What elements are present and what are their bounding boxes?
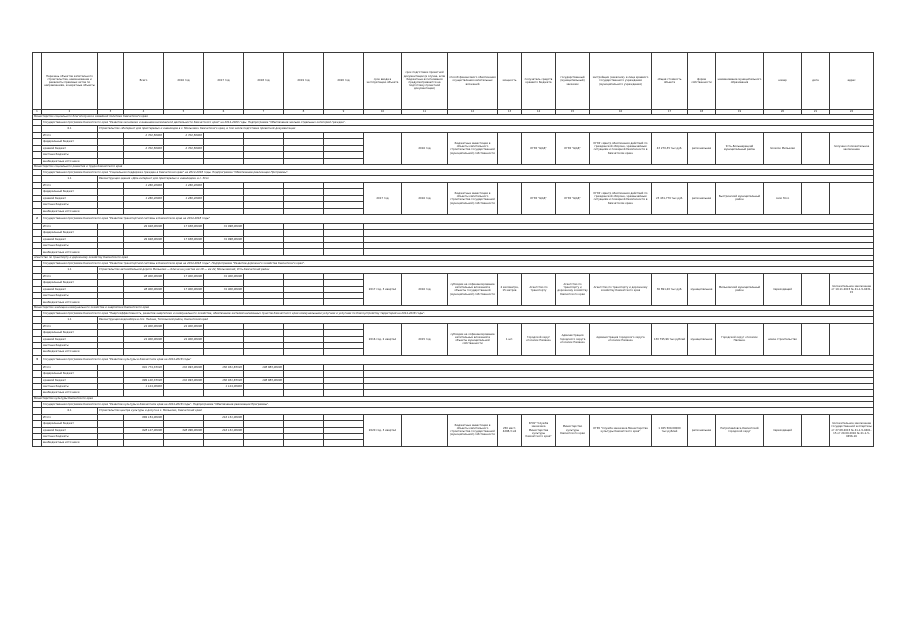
header-cell: общая стоимость объекта (652, 53, 688, 110)
budget-spacer (98, 440, 124, 446)
budget-source: местные бюджеты (42, 152, 98, 158)
attribute-col16: Администрация городского округа «поселок Палана» (590, 323, 652, 355)
row-marker (33, 266, 42, 273)
attribute-col18: региональная (688, 414, 716, 446)
responsible-body-row-text: Министерство жилищно-коммунального хозяйства и энергетики Камчатского края (33, 305, 874, 310)
financing-value (164, 440, 204, 446)
financing-value: 31 000,00000 (204, 286, 244, 292)
header-cell: способ финансового обеспечения осуществления капитальных вложений (448, 53, 498, 110)
attribute-col10 (364, 133, 402, 165)
attribute-col22: положительное заключение от 19.11.2015 № 41-1-5-0431-15 (830, 273, 874, 305)
attribute-col14: КГКУ "Служба заказчика Министерства культуры Камчатского края" (522, 414, 556, 446)
attribute-col13: 4 километра, 15 метров (498, 273, 522, 305)
financing-value (324, 440, 364, 446)
header-cell: Перечень объектов капитального строительства, наименование и реквизиты правовых актов по направлениям, конкретные объекты (42, 53, 98, 110)
column-number: 22 (830, 110, 874, 115)
financing-value: 24 000,00000 (124, 323, 164, 329)
budget-source: Итого (42, 364, 98, 370)
budget-source: внебюджетные источники (42, 440, 98, 446)
table-header-row (33, 53, 874, 110)
attribute-col12: субсидии на софинансирование капитальных вложений в объекты муниципальной собственности (448, 323, 498, 355)
attribute-col15: Агентство по транспорту и дорожному хозяйству Камчатского края (556, 273, 590, 305)
financing-value: 1 260,20000 (124, 182, 164, 188)
column-number: 6 (204, 110, 244, 115)
object-name: Строительство «Интернат для престарелых и инвалидов в с. Мильково» Камчатского края, в том числе подготовка проектной документации (98, 126, 874, 133)
financing-value: 24 000,00000 (164, 336, 204, 342)
program-number: 3 (33, 355, 42, 364)
attribute-col14: КГКУ "ЦОД" (522, 182, 556, 214)
program-row-text: Государственная программа Камчатского края "Энергоэффективность, развитие энергетики и коммунального хозяйства, обеспечение жителей населенных пунктов Камчатского края коммунальными услугами и услугами по благоустройству территорий на 2014-2018 годы". (42, 310, 874, 316)
object-name: Реконструкция здания «Дом-интернат для престарелых и инвалидов» в с. Эссо (98, 175, 874, 182)
financing-value: 216 131,00000 (204, 427, 244, 433)
column-number: 11 (402, 110, 448, 115)
header-cell: государственный (муниципальный) заказчик (556, 53, 590, 110)
program-title: Государственная программа Камчатского края "Развитие транспортной системы в Камчатском крае на 2014-2018 годы" (42, 214, 874, 223)
financing-value (284, 440, 324, 446)
financing-value: 2 702,50000 (124, 145, 164, 151)
attribute-col10: 2020 год, 3 квартал (364, 414, 402, 446)
attribute-col18: региональная (688, 133, 716, 165)
attribute-col19: Петропавловск-Камчатский городской округ (716, 414, 764, 446)
header-cell: дата (802, 53, 830, 110)
header-cell (33, 53, 42, 110)
financing-value: 24 000,00000 (164, 323, 204, 329)
attribute-col16: КГКУ "Служба заказчика Министерства культуры Камчатского края" (590, 414, 652, 446)
attribute-col13 (498, 133, 522, 165)
attribute-col20: переходящий (764, 273, 802, 305)
budget-source: краевой бюджет (42, 145, 98, 151)
attribute-col16: Агентство по транспорту и дорожному хозяйству Камчатского края (590, 273, 652, 305)
responsible-body-row-text: Агентство по транспорту и дорожному хозяйству Камчатского края (33, 255, 874, 260)
budget-source: внебюджетные источники (42, 390, 98, 396)
header-cell: 2016 год (164, 53, 204, 110)
attribute-col11 (402, 414, 448, 446)
header-cell: адрес (830, 53, 874, 110)
header-cell: 2018 год (244, 53, 284, 110)
budget-source: Итого (42, 223, 98, 229)
header-cell: 2019 год (284, 53, 324, 110)
financing-value: 49 648,00000 (124, 223, 164, 229)
attribute-col17: 1 025 500,00000 тыс.рублей (652, 414, 688, 446)
financing-value (124, 440, 164, 446)
budget-source: Итого (42, 133, 98, 139)
attribute-col10: 2017 год, 3 квартал (364, 273, 402, 305)
responsible-body-row-text: Министерство социального развития и труда Камчатского края (33, 164, 874, 169)
budget-source: местные бюджеты (42, 202, 98, 208)
financing-value: 48 000,00000 (124, 286, 164, 292)
attribute-col13: 250 мест, 4298,3 м2 (498, 414, 522, 446)
header-cell: срок ввода в эксплуатацию объекта (364, 53, 402, 110)
financing-value: 31 998,00000 (204, 223, 244, 229)
attribute-col19: Усть-Большерецкий муниципальный район (716, 133, 764, 165)
capital-investments-table (32, 52, 874, 447)
object-row (33, 175, 874, 182)
financing-value: 132 993,00000 (164, 377, 204, 383)
budget-source: внебюджетные источники (42, 349, 98, 355)
financing-value: 1 260,20000 (124, 195, 164, 201)
budget-source: федеральный бюджет (42, 189, 98, 195)
header-cell: 2017 год (204, 53, 244, 110)
column-number: 18 (688, 110, 716, 115)
budget-source: местные бюджеты (42, 433, 98, 439)
attribute-col21 (802, 133, 830, 165)
budget-source: краевой бюджет (42, 236, 98, 242)
financing-value: 49 648,00000 (124, 236, 164, 242)
financing-value: 2 702,50000 (164, 145, 204, 151)
object-name: Реконструкция водозабора в пос. Палана, Тигильский район, Камчатский край (98, 316, 874, 323)
state-program-row (33, 214, 874, 223)
financing-value: 1 260,20000 (164, 195, 204, 201)
attribute-col15: Администрация городского округа «поселок Палана» (556, 323, 590, 355)
budget-source: местные бюджеты (42, 383, 98, 389)
object-row (33, 407, 874, 414)
header-cell: срок подготовки проектной документации (в случае, если бюджетные ассигнования предусматриваются на подготовку проектной документации) (402, 53, 448, 110)
attribute-col14: Городской округ «поселок Палана» (522, 323, 556, 355)
financing-value: 628 127,00000 (124, 427, 164, 433)
column-number: 8 (284, 110, 324, 115)
budget-source: федеральный бюджет (42, 280, 98, 286)
financing-value: 108 883,00000 (244, 364, 284, 370)
attribute-col12: бюджетные инвестиции в объекты капитального строительства государственной (муниципальной) собственности (448, 133, 498, 165)
attribute-col17: 130 795,96 тыс.рублей (652, 323, 688, 355)
column-number: 2 (42, 110, 98, 115)
financing-value: 1 124,00000 (124, 383, 164, 389)
object-number: 6.1 (42, 126, 98, 133)
responsible-body-row-text: Министерство культуры Камчатского края (33, 396, 874, 401)
attribute-col16: КГКУ «Центр обеспечения действий по гражданской обороне, чрезвычайным ситуациям и пожарной безопасности в Камчатском крае» (590, 182, 652, 214)
attribute-col17: 43 270,35 тыс.руб. (652, 133, 688, 165)
object-name: Строительство центра культуры и досуга в с. Мильково, Камчатский край (98, 407, 874, 414)
financing-value: 2 702,50000 (164, 133, 204, 139)
financing-value: 48 000,00000 (124, 273, 164, 279)
budget-source: Итого (42, 414, 98, 420)
budget-table-sheet (32, 52, 872, 592)
column-number: 7 (244, 110, 284, 115)
budget-source: местные бюджеты (42, 243, 98, 249)
attribute-col10: 2017 год (364, 182, 402, 214)
budget-source: местные бюджеты (42, 293, 98, 299)
attribute-col17: 36 891,20 тыс.руб. (652, 273, 688, 305)
row-marker (33, 175, 42, 182)
attribute-col12: бюджетные инвестиции в объекты капитального строительства государственной (муниципальной) собственности (448, 414, 498, 446)
budget-source: внебюджетные источники (42, 299, 98, 305)
attribute-col10: 2016 год, 2 квартал (364, 323, 402, 355)
attribute-col13: 1 шт. (498, 323, 522, 355)
object-number: 1.1 (42, 175, 98, 182)
column-number: 21 (802, 110, 830, 115)
attribute-col15: КГКУ "ЦОД" (556, 133, 590, 165)
attribute-col20: новое строительство (764, 323, 802, 355)
row-marker (33, 316, 42, 323)
financing-value: 669 154,00000 (124, 414, 164, 420)
row-marker (33, 126, 42, 133)
financing-value: 31 998,00000 (204, 236, 244, 242)
column-number: 14 (522, 110, 556, 115)
budget-source: местные бюджеты (42, 342, 98, 348)
budget-source: Итого (42, 273, 98, 279)
budget-source: внебюджетные источники (42, 208, 98, 214)
budget-source: краевой бюджет (42, 195, 98, 201)
budget-source: краевой бюджет (42, 336, 98, 342)
attribute-col21 (802, 182, 830, 214)
header-cell: номер (764, 53, 802, 110)
header-cell: Всего (124, 53, 164, 110)
column-number: 19 (716, 110, 764, 115)
financing-value (244, 440, 284, 446)
object-row (33, 316, 874, 323)
financing-value: 108 883,00000 (244, 377, 284, 383)
financing-value (204, 440, 244, 446)
budget-source: федеральный бюджет (42, 330, 98, 336)
column-number: 15 (556, 110, 590, 115)
budget-source: федеральный бюджет (42, 421, 98, 427)
attribute-col14: Агентство по транспорту (522, 273, 556, 305)
attribute-col22: получено положительное заключение (830, 133, 874, 165)
budget-source: Итого (42, 323, 98, 329)
column-number: 10 (364, 110, 402, 115)
state-program-row (33, 355, 874, 364)
header-cell: наименование муниципального образования (716, 53, 764, 110)
attribute-col19: Мильковский муниципальный район (716, 273, 764, 305)
header-cell (98, 53, 124, 110)
financing-value: 348 099,00000 (164, 427, 204, 433)
column-number: 3 (98, 110, 124, 115)
attribute-col20: село Эссо (764, 182, 802, 214)
object-number: 1.1 (42, 266, 98, 273)
attribute-col18: региональная (688, 182, 716, 214)
attribute-col22: положительное заключение государственной экспертизы от 27.08.2015 № 41-1-5-0401-15 от 20.09.2016 № 41-1-5-0456-16 (830, 414, 874, 446)
attribute-col22 (830, 323, 874, 355)
budget-source: внебюджетные источники (42, 249, 98, 255)
attribute-col22 (830, 182, 874, 214)
attribute-col11: 2015 год (402, 323, 448, 355)
budget-source: Итого (42, 182, 98, 188)
program-number: 2 (33, 214, 42, 223)
attribute-col20: переходящий (764, 414, 802, 446)
column-number: 12 (448, 110, 498, 115)
attribute-col18: муниципальная (688, 273, 716, 305)
attribute-col12: бюджетные инвестиции в объекты капитального строительства государственной (муниципальной) собственности (448, 182, 498, 214)
column-number: 4 (124, 110, 164, 115)
budget-source: краевой бюджет (42, 427, 98, 433)
header-cell: застройщик (заказчик), в лице краевого государственного учреждения (муниципального учреждения) (590, 53, 652, 110)
budget-source: федеральный бюджет (42, 371, 98, 377)
column-number: 16 (590, 110, 652, 115)
program-title: Государственная программа Камчатского края "Развитие культуры в Камчатском крае на 2014-2018 годы" (42, 355, 874, 364)
attribute-col21 (802, 273, 830, 305)
header-cell: форма собственности (688, 53, 716, 110)
financing-value: 150 931,83320 (204, 377, 244, 383)
header-cell: получатель средств краевого бюджета (522, 53, 556, 110)
program-row-text: Государственная программа Камчатского края "Развитие культуры в Камчатском крае на 2014-2018 годы". Подпрограмма "Обеспечение реализации Программы". (42, 401, 874, 407)
attribute-col15: КГКУ "ЦОД" (556, 182, 590, 214)
attribute-col11: 2016 год (402, 182, 448, 214)
row-marker (33, 407, 42, 414)
financing-value: 24 000,00000 (124, 336, 164, 342)
financing-value: 150 931,83320 (204, 364, 244, 370)
object-name: Строительство автомобильной дороги Мильково — Ключи на участке км 18 — км 22, Мильковский, Усть-Камчатский район (98, 266, 874, 273)
financing-value: 17 000,00000 (164, 273, 204, 279)
header-cell: мощность (498, 53, 522, 110)
program-row-text: Государственная программа Камчатского края "Развитие транспортной системы в Камчатском крае на 2014-2018 годы". Подпрограмма "Развитие дорожного хозяйства Камчатского края". (42, 260, 874, 266)
budget-source: федеральный бюджет (42, 139, 98, 145)
responsible-body-row-text: Министерство социального благополучия и семейной политики Камчатского края (33, 115, 874, 120)
financing-value: 1 124,00000 (204, 383, 244, 389)
financing-value: 901 774,33320 (124, 364, 164, 370)
object-row (33, 266, 874, 273)
column-number: 20 (764, 110, 802, 115)
budget-source: федеральный бюджет (42, 230, 98, 236)
financing-value: 132 993,00000 (164, 364, 204, 370)
attribute-col19: Быстринский муниципальный район (716, 182, 764, 214)
financing-value: 1 260,20000 (164, 182, 204, 188)
program-row-text: Государственная программа Камчатского края "Социальная поддержка граждан в Камчатском крае" на 2014-2018 годы. Подпрограмма "Обеспечение реализации Программы". (42, 169, 874, 175)
header-cell: 2020 год (324, 53, 364, 110)
financing-value: 699 120,33320 (124, 377, 164, 383)
attribute-col16: КГКУ «Центр обеспечения действий по гражданской обороне, чрезвычайным ситуациям и пожарной безопасности в Камчатском крае» (590, 133, 652, 165)
attribute-col21 (802, 414, 830, 446)
object-row (33, 126, 874, 133)
financing-value: 17 638,00000 (164, 236, 204, 242)
object-number: 6.1 (42, 407, 98, 414)
attribute-col21 (802, 323, 830, 355)
attribute-col20: поселок Мильково (764, 133, 802, 165)
financing-value: 216 131,00000 (204, 414, 244, 420)
attribute-col14: КГКУ "ЦОД" (522, 133, 556, 165)
financing-value: 31 000,00000 (204, 273, 244, 279)
object-number: 1.1 (42, 316, 98, 323)
financing-value: 2 702,50000 (124, 133, 164, 139)
row-marker (33, 440, 42, 446)
column-number: 9 (324, 110, 364, 115)
attribute-col11: 2016 год (402, 273, 448, 305)
attribute-col19: Городской округ «поселок Палана» (716, 323, 764, 355)
budget-source: внебюджетные источники (42, 158, 98, 164)
financing-value: 17 638,00000 (164, 223, 204, 229)
attribute-col18: муниципальная (688, 323, 716, 355)
budget-source: краевой бюджет (42, 377, 98, 383)
attribute-col17: 23 431,779 тыс.руб. (652, 182, 688, 214)
table-body (33, 115, 874, 447)
financing-value: 17 000,00000 (164, 286, 204, 292)
column-number: 13 (498, 110, 522, 115)
budget-source: краевой бюджет (42, 286, 98, 292)
column-number: 5 (164, 110, 204, 115)
attribute-col13 (498, 182, 522, 214)
attribute-col12: субсидии на софинансирование капитальных вложений в объекты государственной (муниципальной) собственности (448, 273, 498, 305)
attribute-col15: Министерство культуры Камчатского края (556, 414, 590, 446)
attribute-col11: 2016 год (402, 133, 448, 165)
column-number: 1 (33, 110, 42, 115)
column-number: 17 (652, 110, 688, 115)
program-row-text: Государственная программа Камчатского края "Развитие экономики и внешнеэкономической деятельности Камчатского края" на 2014-2020 годы. Подпрограмма "Обеспечение жильем отдельных категорий граждан". (42, 120, 874, 126)
